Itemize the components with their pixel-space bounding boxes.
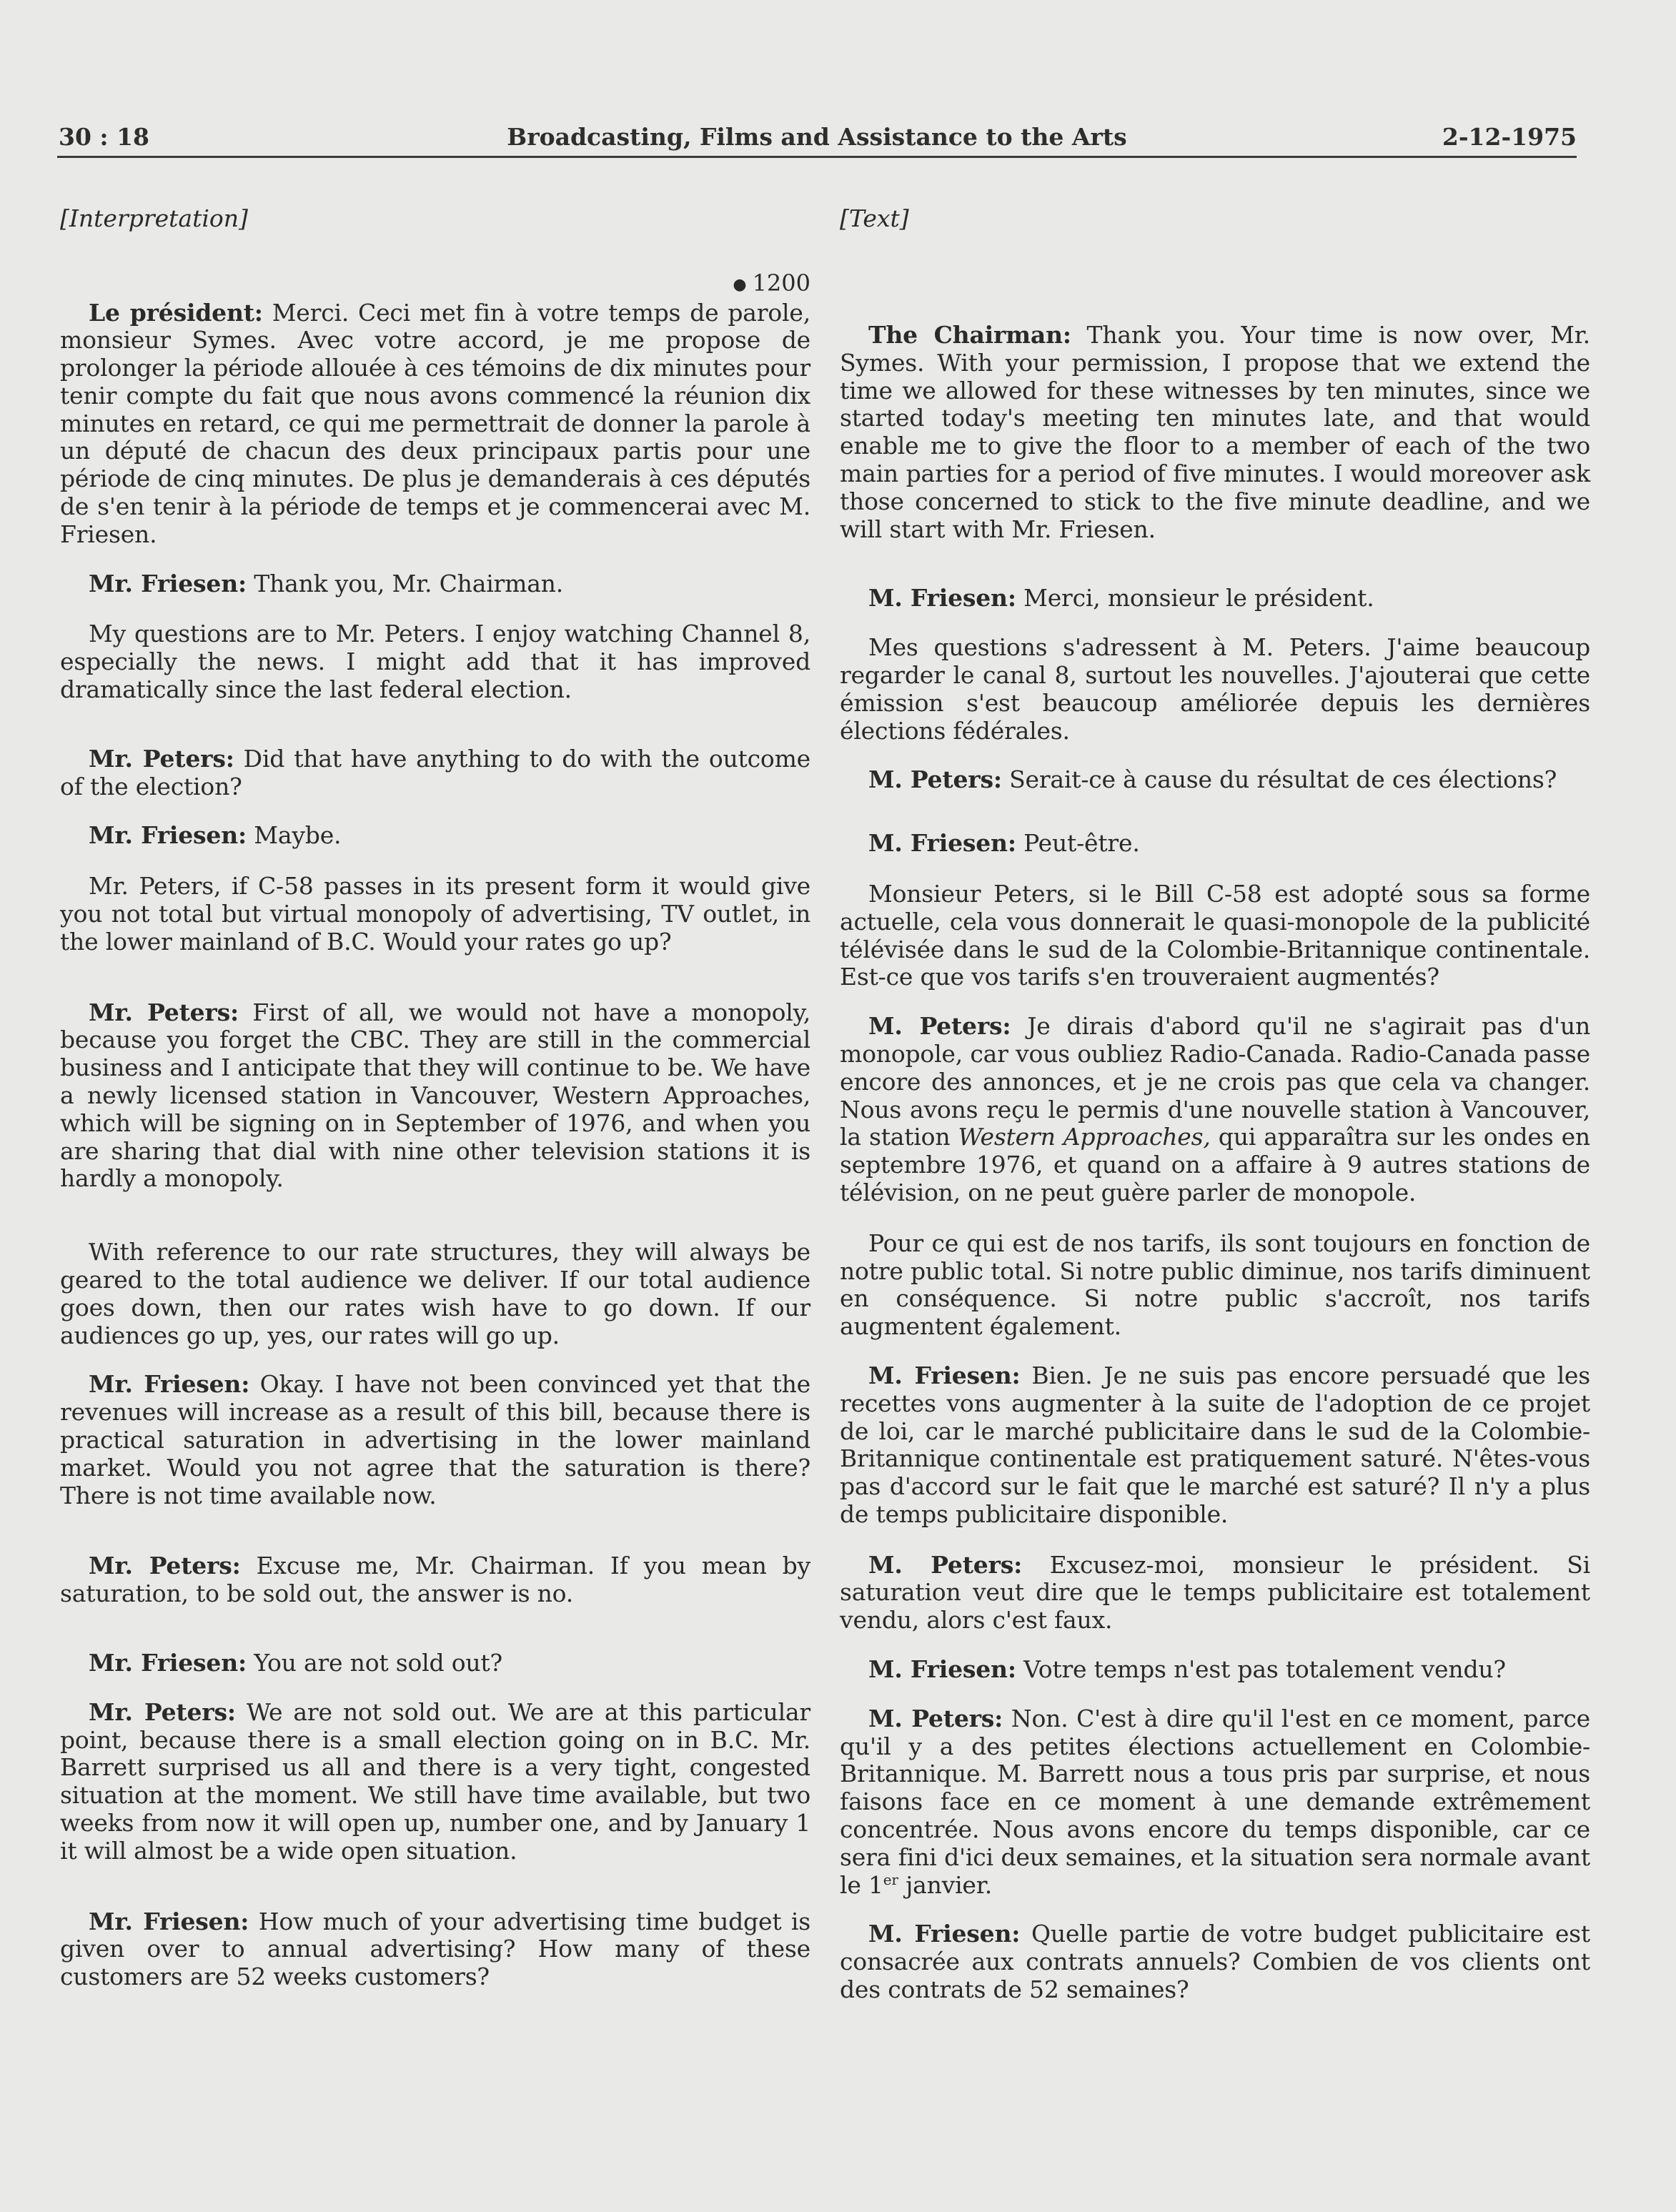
paragraph: [60, 570, 810, 598]
speaker-name: Mr. Peters:: [89, 744, 234, 773]
paragraph: [60, 999, 810, 1194]
speech-text: Je dirais d'abord qu'il ne s'agirait pas d'un monopole, car vous oubliez Radio-Canada. Radio-Canada passe encore des annonces, et je ne crois pas que cela va changer. Nous avons reçu le permis d'une nouvelle station à Vancouver, la station: [840, 1012, 1590, 1151]
running-title: Broadcasting, Films and Assistance to the Arts: [507, 123, 1127, 151]
paragraph: [840, 881, 1590, 991]
speech-text: First of all, we would not have a monopoly, because you forget the CBC. They are still in the commercial business and I anticipate that they will continue to be. We have a newly licensed station in Vancouver, Western Approaches, which will be signing on in September of 1976, and when you are sharing that dial with nine other television stations it is hardly a monopoly.: [60, 998, 810, 1193]
paragraph: [840, 1013, 1590, 1207]
speaker-name: Mr. Friesen:: [89, 1370, 250, 1399]
speaker-name: M. Friesen:: [868, 1361, 1021, 1389]
paragraph: [60, 620, 810, 703]
paragraph: [60, 873, 810, 956]
column-tag: [Interpretation]: [60, 204, 248, 232]
paragraph: [840, 634, 1590, 745]
paragraph: [60, 1699, 810, 1865]
paragraph: [840, 585, 1590, 612]
page-header: [57, 120, 1577, 158]
speaker-name: M. Friesen:: [868, 1655, 1016, 1684]
paragraph: [60, 822, 810, 850]
column-tag: [Text]: [840, 204, 909, 232]
paragraph: [840, 766, 1590, 794]
speech-text: Okay. I have not been convinced yet that the revenues will increase as a result of this bill, because there is practical saturation in advertising in the lower mainland market. Would you not agree that the saturation is there? There is not time available now.: [60, 1370, 810, 1509]
speaker-name: M. Peters:: [868, 765, 1002, 794]
speaker-name: Mr. Friesen:: [89, 1907, 249, 1935]
paragraph: [60, 1908, 810, 1991]
speech-text: Mr. Peters, if C-58 passes in its present form it would give you not total but virtual monopoly of advertising, TV outlet, in the lower mainland of B.C. Would your rates go up?: [60, 872, 810, 956]
speech-text-cont: qui apparaîtra sur les ondes en septembre 1976, et quand on a affaire à 9 autres stations de télévision, on ne peut guère parler de monopole.: [840, 1123, 1590, 1206]
speech-text: Maybe.: [246, 821, 342, 850]
speech-text: Thank you. Your time is now over, Mr. Symes. With your permission, I propose that we extend the time we allowed for these witnesses by ten minutes, since we started today's meeting ten minutes late, and that would enable me to give the floor to a member of each of the two main parties for a period of five minutes. I would moreover ask those concerned to stick to the five minute deadline, and we will start with Mr. Friesen.: [840, 321, 1590, 543]
speaker-name: Mr. Peters:: [89, 1552, 241, 1580]
speaker-name: Mr. Friesen:: [89, 821, 247, 850]
paragraph: [840, 1656, 1590, 1684]
header-date: 2-12-1975: [1442, 123, 1577, 151]
time-stamp: ● 1200: [733, 269, 810, 297]
speaker-name: M. Peters:: [868, 1704, 1003, 1732]
speech-text: Bien. Je ne suis pas encore persuadé que les recettes vons augmenter à la suite de l'adoption de ce projet de loi, car le marché publicitaire dans le sud de la Colombie-Britannique continentale est pratiquement saturé. N'êtes-vous pas d'accord sur le fait que le marché est saturé? Il n'y a plus de temps publicitaire disponible.: [840, 1361, 1590, 1528]
paragraph: [840, 1362, 1590, 1529]
speaker-name: Mr. Peters:: [89, 1697, 236, 1726]
speech-text-cont: janvier.: [898, 1870, 992, 1899]
speaker-name: Mr. Friesen:: [89, 569, 247, 597]
speaker-name: M. Friesen:: [868, 584, 1016, 612]
speech-text: With reference to our rate structures, they will always be geared to the total audience we deliver. If our total audience goes down, then our rates wish have to go down. If our audiences go up, yes, our rates will go up.: [60, 1238, 810, 1349]
bullet-icon: ●: [733, 275, 747, 294]
speech-text: We are not sold out. We are at this particular point, because there is a small election going on in B.C. Mr. Barrett surprised us all and there is a very tight, congested situation at the moment. We still have time available, but two weeks from now it will open up, number one, and by January 1 it will almost be a wide open situation.: [60, 1697, 810, 1865]
speaker-name: M. Friesen:: [868, 1920, 1021, 1948]
speaker-name: M. Peters:: [868, 1550, 1023, 1579]
speech-text: Monsieur Peters, si le Bill C-58 est adopté sous sa forme actuelle, cela vous donnerait le quasi-monopole de la publicité télévisée dans le sud de la Colombie-Britannique continentale. Est-ce que vos tarifs s'en trouveraient augmentés?: [840, 879, 1590, 991]
paragraph: [840, 322, 1590, 543]
speech-text: Non. C'est à dire qu'il l'est en ce moment, parce qu'il y a des petites élections actuellement en Colombie-Britannique. M. Barrett nous a tous pris par surprise, et nous faisons face en ce moment à une demande extrêmement concentrée. Nous avons encore du temps disponible, car ce sera fini d'ici deux semaines, et la situation sera normale avant le 1: [840, 1704, 1590, 1899]
speech-text: Thank you, Mr. Chairman.: [246, 569, 564, 597]
speech-text: Merci. Ceci met fin à votre temps de parole, monsieur Symes. Avec votre accord, je me propose de prolonger la période allouée à ces témoins de dix minutes pour tenir compte du fait que nous avons commencé la réunion dix minutes en retard, ce qui me permettrait de donner la parole à un député de chacun des deux principaux partis pour une période de cinq minutes. De plus je demanderais à ces députés de s'en tenir à la période de temps et je commencerai avec M. Friesen.: [60, 298, 810, 548]
paragraph: [60, 1239, 810, 1349]
speaker-name: Mr. Friesen:: [89, 1648, 247, 1677]
paragraph: [60, 1371, 810, 1509]
speaker-name: The Chairman:: [868, 321, 1071, 349]
speech-text: Merci, monsieur le président.: [1016, 584, 1374, 612]
speech-text: How much of your advertising time budget is given over to annual advertising? How many of these customers are 52 weeks customers?: [60, 1907, 810, 1991]
speech-text: My questions are to Mr. Peters. I enjoy watching Channel 8, especially the news. I might add that it has improved dramatically since the last federal election.: [60, 620, 810, 704]
speech-text: Votre temps n'est pas totalement vendu?: [1016, 1655, 1506, 1684]
paragraph: [840, 1920, 1590, 2003]
superscript: er: [883, 1870, 898, 1888]
speech-text: You are not sold out?: [246, 1648, 502, 1677]
speech-text: Serait-ce à cause du résultat de ces élections?: [1001, 765, 1557, 794]
paragraph: [840, 1705, 1590, 1900]
speech-text: Did that have anything to do with the outcome of the election?: [60, 744, 810, 800]
paragraph: [840, 1230, 1590, 1341]
speech-text: Quelle partie de votre budget publicitaire est consacrée aux contrats annuels? Combien de vos clients ont des contrats de 52 semaines?: [840, 1920, 1590, 2004]
speaker-name: M. Peters:: [868, 1012, 1011, 1041]
paragraph: [60, 1650, 810, 1677]
paragraph: [60, 745, 810, 801]
left-column: [60, 204, 810, 1991]
paragraph: [840, 830, 1590, 858]
paragraph: [840, 1552, 1590, 1635]
speaker-name: Mr. Peters:: [89, 998, 239, 1026]
paragraph: [60, 1552, 810, 1608]
speech-text: Excusez-moi, monsieur le président. Si saturation veut dire que le temps publicitaire est totalement vendu, alors c'est faux.: [840, 1550, 1590, 1635]
station-name: Western Approaches,: [958, 1123, 1211, 1151]
speaker-name: M. Friesen:: [868, 829, 1016, 858]
speech-text: Pour ce qui est de nos tarifs, ils sont toujours en fonction de notre public total. Si notre public diminue, nos tarifs diminuent en conséquence. Si notre public s'accroît, nos tarifs augmentent également.: [840, 1229, 1590, 1341]
speech-text: Excuse me, Mr. Chairman. If you mean by saturation, to be sold out, the answer is no.: [60, 1552, 810, 1608]
speaker-name: Le président:: [89, 298, 263, 327]
page-number: 30 : 18: [59, 123, 150, 151]
paragraph: [60, 299, 810, 549]
speech-text: Peut-être.: [1016, 829, 1140, 858]
speech-text: Mes questions s'adressent à M. Peters. J'aime beaucoup regarder le canal 8, surtout les nouvelles. J'ajouterai que cette émission s'est beaucoup améliorée depuis les dernières élections fédérales.: [840, 633, 1590, 745]
right-column: [840, 204, 1590, 2004]
